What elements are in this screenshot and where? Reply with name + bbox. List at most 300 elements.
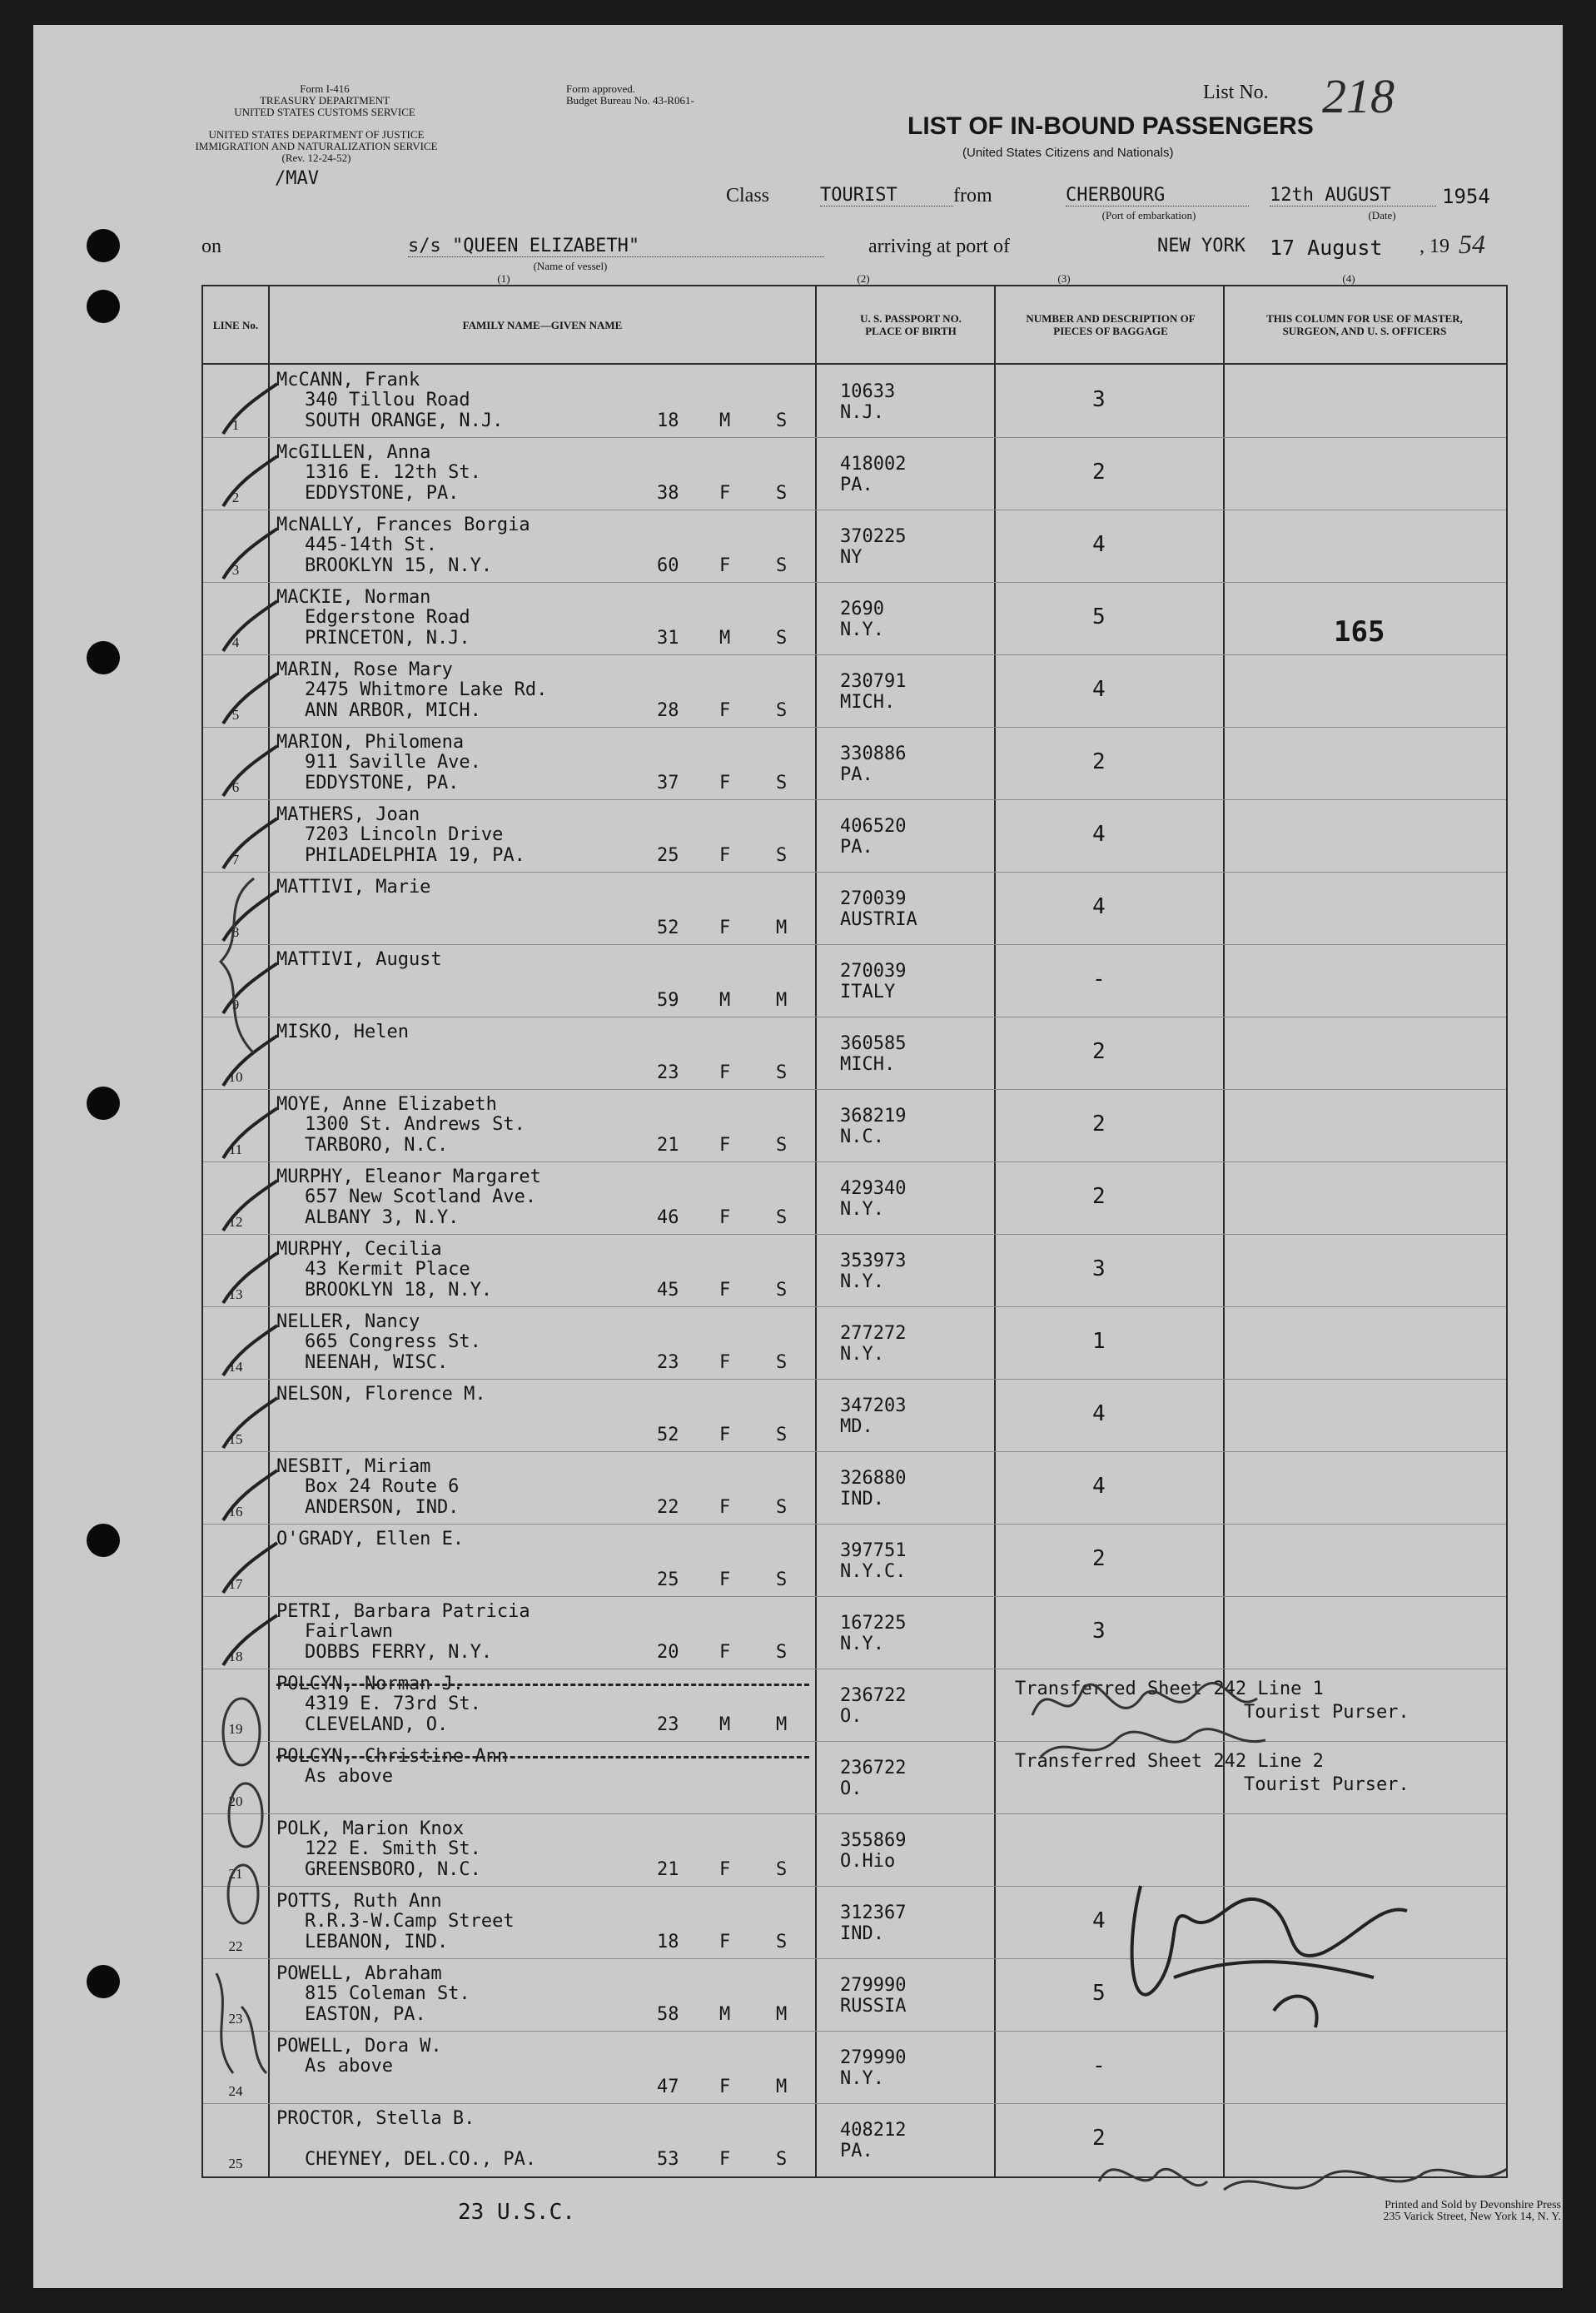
baggage-count: 3 xyxy=(1092,1256,1106,1281)
sex: F xyxy=(719,845,731,866)
row-divider xyxy=(203,1451,1506,1452)
punch-hole xyxy=(87,1087,120,1120)
punch-hole xyxy=(87,1524,120,1557)
marital-status: M xyxy=(776,1714,788,1735)
marital-status: S xyxy=(776,1207,788,1228)
address-line-1: As above xyxy=(305,1766,393,1787)
strike-line xyxy=(276,1684,809,1686)
sex: F xyxy=(719,1207,731,1228)
row-divider xyxy=(203,727,1506,728)
age: 59 xyxy=(657,990,679,1011)
arrival-year-suffix: 54 xyxy=(1459,229,1485,259)
passport-number: 353973 xyxy=(840,1251,907,1271)
passenger-name: MATTIVI, Marie xyxy=(276,877,431,898)
line-number: 11 xyxy=(228,1142,243,1157)
embark-date: 12th AUGUST xyxy=(1270,185,1436,206)
passenger-name: PROCTOR, Stella B. xyxy=(276,2108,475,2129)
sex: F xyxy=(719,700,731,721)
table-row xyxy=(203,1524,1506,1596)
place-of-birth: MICH. xyxy=(840,692,896,713)
table-row xyxy=(203,799,1506,872)
sex: F xyxy=(719,1859,731,1880)
line-number: 18 xyxy=(228,1649,243,1664)
passport-number: 347203 xyxy=(840,1395,907,1416)
baggage-count: 4 xyxy=(1092,1401,1106,1426)
sex: F xyxy=(719,1280,731,1301)
col-header-baggage: NUMBER AND DESCRIPTION OF PIECES OF BAGGAGE xyxy=(1026,312,1196,337)
marital-status: S xyxy=(776,1932,788,1952)
line-number: 4 xyxy=(231,634,240,650)
place-of-birth: AUSTRIA xyxy=(840,909,917,930)
marital-status: S xyxy=(776,773,788,793)
age: 23 xyxy=(657,1352,679,1373)
baggage-count: 4 xyxy=(1092,1474,1106,1499)
baggage-count: 2 xyxy=(1092,749,1106,774)
passenger-name: MISKO, Helen xyxy=(276,1022,409,1042)
place-of-birth: PA. xyxy=(840,837,873,858)
col-header-name: FAMILY NAME—GIVEN NAME xyxy=(462,318,623,331)
passenger-name: McNALLY, Frances Borgia xyxy=(276,515,530,535)
line-number: 14 xyxy=(228,1359,243,1375)
arrival-date: 17 August xyxy=(1270,236,1383,260)
address-line-1: As above xyxy=(305,2056,393,2077)
address-line-2: EDDYSTONE, PA. xyxy=(305,483,460,504)
marital-status: S xyxy=(776,1135,788,1156)
passport-number: 429340 xyxy=(840,1178,907,1199)
table-row xyxy=(203,654,1506,727)
punch-hole xyxy=(87,1965,120,1998)
col-num-4: (4) xyxy=(1342,272,1355,285)
age: 53 xyxy=(657,2149,679,2170)
address-line-1: 1316 E. 12th St. xyxy=(305,462,481,483)
line-number: 1 xyxy=(231,417,240,433)
row-divider xyxy=(203,654,1506,655)
page-title: LIST OF IN-BOUND PASSENGERS xyxy=(907,112,1314,140)
address-line-1: 4319 E. 73rd St. xyxy=(305,1694,481,1714)
passenger-name: NELLER, Nancy xyxy=(276,1311,420,1332)
marital-status: S xyxy=(776,410,788,431)
baggage-count: 2 xyxy=(1092,1546,1106,1571)
marital-status: S xyxy=(776,1352,788,1373)
customs-service: UNITED STATES CUSTOMS SERVICE xyxy=(234,106,415,118)
passenger-name: POLK, Marion Knox xyxy=(276,1818,465,1839)
address-line-2: EASTON, PA. xyxy=(305,2004,426,2025)
transfer-signature-icon xyxy=(1016,1657,1365,1773)
address-line-1: 911 Saville Ave. xyxy=(305,752,481,773)
punch-hole xyxy=(87,290,120,323)
baggage-count: 2 xyxy=(1092,1039,1106,1064)
approval-block xyxy=(566,83,758,107)
col-num-2: (2) xyxy=(857,272,870,285)
table-row xyxy=(203,1161,1506,1234)
col-header-passport: U. S. PASSPORT NO. PLACE OF BIRTH xyxy=(860,312,962,337)
address-line-1: 340 Tillou Road xyxy=(305,390,470,410)
passport-number: 326880 xyxy=(840,1468,907,1489)
place-of-birth: PA. xyxy=(840,2141,873,2161)
table-row xyxy=(203,365,1506,437)
checkmark-icon xyxy=(215,452,281,510)
sex: F xyxy=(719,773,731,793)
address-line-2: NEENAH, WISC. xyxy=(305,1352,449,1373)
address-line-1: 665 Congress St. xyxy=(305,1331,481,1352)
table-row xyxy=(203,1306,1506,1379)
place-of-birth: NY xyxy=(840,547,863,568)
address-line-2: PHILADELPHIA 19, PA. xyxy=(305,845,525,866)
col-num-1: (1) xyxy=(497,272,510,285)
passenger-name: McGILLEN, Anna xyxy=(276,442,431,463)
address-line-2: PRINCETON, N.J. xyxy=(305,628,470,649)
age: 21 xyxy=(657,1135,679,1156)
row-divider xyxy=(203,1524,1506,1525)
baggage-count: 1 xyxy=(1092,1329,1106,1354)
age: 23 xyxy=(657,1714,679,1735)
address-line-1: 43 Kermit Place xyxy=(305,1259,470,1280)
passport-number: 418002 xyxy=(840,454,907,475)
age: 60 xyxy=(657,555,679,576)
sex: M xyxy=(719,410,731,431)
line-number: 13 xyxy=(228,1286,243,1302)
marital-status: S xyxy=(776,483,788,504)
transfer-note: Transferred Sheet 242 Line 2 xyxy=(1015,1751,1324,1772)
age: 47 xyxy=(657,2077,679,2097)
age: 28 xyxy=(657,700,679,721)
printer-line-1: Printed and Sold by Devonshire Press xyxy=(1385,2199,1561,2211)
row-divider xyxy=(203,1161,1506,1162)
place-of-birth: PA. xyxy=(840,764,873,785)
checkmark-icon xyxy=(215,1249,281,1307)
passenger-name: MURPHY, Cecilia xyxy=(276,1239,442,1260)
baggage-count: 2 xyxy=(1092,460,1106,485)
row-divider xyxy=(203,437,1506,438)
checkmark-icon xyxy=(215,669,281,728)
age: 38 xyxy=(657,483,679,504)
row-divider xyxy=(203,1596,1506,1597)
sex: F xyxy=(719,1497,731,1518)
table-row xyxy=(203,944,1506,1017)
passport-number: 277272 xyxy=(840,1323,907,1344)
address-line-2: ANDERSON, IND. xyxy=(305,1497,460,1518)
address-line-1: R.R.3-W.Camp Street xyxy=(305,1911,515,1932)
line-number: 12 xyxy=(228,1214,243,1230)
passenger-name: POLCYN, Norman J. xyxy=(276,1674,465,1694)
place-of-birth: N.C. xyxy=(840,1127,884,1147)
col-header-line-no: LINE No. xyxy=(212,318,259,331)
marital-status: S xyxy=(776,1642,788,1663)
line-number: 25 xyxy=(228,2156,243,2171)
sex: F xyxy=(719,483,731,504)
line-number: 8 xyxy=(231,924,240,940)
passport-number: 270039 xyxy=(840,888,907,909)
place-of-birth: N.Y.C. xyxy=(840,1561,907,1582)
table-row xyxy=(203,1234,1506,1306)
form-id-block xyxy=(200,83,450,118)
form-approved: Form approved. xyxy=(566,82,636,95)
address-line-2: CHEYNEY, DEL.CO., PA. xyxy=(305,2149,537,2170)
line-number: 7 xyxy=(231,852,240,868)
place-of-birth: N.Y. xyxy=(840,619,884,640)
passenger-name: O'GRADY, Ellen E. xyxy=(276,1529,465,1549)
passport-number: 312367 xyxy=(840,1903,907,1923)
passenger-name: McCANN, Frank xyxy=(276,370,420,390)
checkmark-icon xyxy=(215,597,281,655)
marital-status: M xyxy=(776,918,788,938)
address-line-2: BROOKLYN 15, N.Y. xyxy=(305,555,493,576)
line-number: 20 xyxy=(228,1793,243,1809)
checkmark-icon xyxy=(215,814,281,873)
sex: F xyxy=(719,1135,731,1156)
class-value: TOURIST xyxy=(820,185,953,206)
place-of-birth: RUSSIA xyxy=(840,1996,907,2017)
age: 25 xyxy=(657,845,679,866)
place-of-birth: N.Y. xyxy=(840,2068,884,2089)
place-of-birth: IND. xyxy=(840,1923,884,1944)
address-line-1: Fairlawn xyxy=(305,1621,393,1642)
passenger-name: NESBIT, Miriam xyxy=(276,1456,431,1477)
passport-number: 2690 xyxy=(840,599,884,619)
passenger-name: MARIN, Rose Mary xyxy=(276,659,453,680)
baggage-count: 5 xyxy=(1092,604,1106,629)
marital-status: S xyxy=(776,1062,788,1083)
strike-line xyxy=(276,1756,809,1758)
line-number: 22 xyxy=(228,1938,243,1954)
row-divider xyxy=(203,1089,1506,1090)
signature-scribble-icon xyxy=(1107,1853,1457,2052)
immigration-service: IMMIGRATION AND NATURALIZATION SERVICE xyxy=(195,140,438,152)
marital-status: M xyxy=(776,2077,788,2097)
address-line-1: 445-14th St. xyxy=(305,535,437,555)
checkmark-icon xyxy=(215,1611,281,1669)
address-line-1: 2475 Whitmore Lake Rd. xyxy=(305,679,548,700)
table-row xyxy=(203,1017,1506,1089)
footer-code: 23 U.S.C. xyxy=(458,2200,575,2225)
sex: F xyxy=(719,2077,731,2097)
baggage-count: 4 xyxy=(1092,894,1106,919)
checkmark-icon xyxy=(215,380,281,438)
row-divider xyxy=(203,582,1506,583)
line-number: 21 xyxy=(228,1866,243,1882)
marital-status: S xyxy=(776,1425,788,1445)
place-of-birth: N.Y. xyxy=(840,1199,884,1220)
row-divider xyxy=(203,1306,1506,1307)
col-num-3: (3) xyxy=(1057,272,1071,285)
treasury-dept: TREASURY DEPARTMENT xyxy=(259,94,390,107)
line-number: 24 xyxy=(228,2083,243,2099)
passenger-name: NELSON, Florence M. xyxy=(276,1384,486,1405)
officer-number: 165 xyxy=(1334,615,1385,649)
sex: F xyxy=(719,1062,731,1083)
age: 52 xyxy=(657,1425,679,1445)
address-line-2: LEBANON, IND. xyxy=(305,1932,449,1952)
class-label: Class xyxy=(726,185,770,206)
baggage-count: 4 xyxy=(1092,677,1106,702)
justice-dept: UNITED STATES DEPARTMENT OF JUSTICE xyxy=(208,128,425,141)
address-line-1: 1300 St. Andrews St. xyxy=(305,1114,525,1135)
line-number: 23 xyxy=(228,2011,243,2027)
manifest-page xyxy=(33,25,1563,2288)
address-line-2: ANN ARBOR, MICH. xyxy=(305,700,481,721)
clerk-initials: /MAV xyxy=(275,168,319,189)
age: 58 xyxy=(657,2004,679,2025)
embark-port: CHERBOURG xyxy=(1066,185,1249,206)
passport-number: 10633 xyxy=(840,381,896,402)
sex: F xyxy=(719,1569,731,1590)
age: 37 xyxy=(657,773,679,793)
line-number: 17 xyxy=(228,1576,243,1592)
punch-hole xyxy=(87,641,120,674)
passenger-name: PETRI, Barbara Patricia xyxy=(276,1601,530,1622)
passenger-name: MURPHY, Eleanor Margaret xyxy=(276,1166,541,1187)
address-line-1: 7203 Lincoln Drive xyxy=(305,824,504,845)
marital-status: S xyxy=(776,1280,788,1301)
passport-number: 397751 xyxy=(840,1540,907,1561)
passport-number: 279990 xyxy=(840,1975,907,1996)
age: 18 xyxy=(657,1932,679,1952)
vessel-caption: (Name of vessel) xyxy=(533,260,608,272)
address-line-1: 815 Coleman St. xyxy=(305,1983,470,2004)
row-divider xyxy=(203,872,1506,873)
baggage-count: 4 xyxy=(1092,1908,1106,1933)
baggage-count: 2 xyxy=(1092,2126,1106,2151)
baggage-count: - xyxy=(1092,967,1106,992)
row-divider xyxy=(203,799,1506,800)
sex: F xyxy=(719,555,731,576)
transfer-note: Transferred Sheet 242 Line 1 xyxy=(1015,1679,1324,1699)
checkmark-icon xyxy=(215,1176,281,1235)
page-subtitle: (United States Citizens and Nationals) xyxy=(962,146,1174,160)
address-line-2: EDDYSTONE, PA. xyxy=(305,773,460,793)
table-row xyxy=(203,727,1506,799)
passenger-name: MOYE, Anne Elizabeth xyxy=(276,1094,497,1115)
row-divider xyxy=(203,1234,1506,1235)
row-divider xyxy=(203,1813,1506,1814)
marital-status: S xyxy=(776,555,788,576)
line-number: 3 xyxy=(231,562,240,578)
vessel-name: s/s "QUEEN ELIZABETH" xyxy=(408,236,824,257)
baggage-count: 2 xyxy=(1092,1184,1106,1209)
table-row xyxy=(203,1379,1506,1451)
on-label: on xyxy=(201,236,221,257)
margin-bracket-icon xyxy=(204,870,271,1062)
address-line-2: GREENSBORO, N.C. xyxy=(305,1859,481,1880)
sex: F xyxy=(719,2149,731,2170)
line-number: 9 xyxy=(231,997,240,1012)
age: 25 xyxy=(657,1569,679,1590)
passenger-name: MATTIVI, August xyxy=(276,949,442,970)
address-line-2: TARBORO, N.C. xyxy=(305,1135,449,1156)
transfer-note-signer: Tourist Purser. xyxy=(1244,1774,1410,1795)
passport-number: 406520 xyxy=(840,816,907,837)
table-row xyxy=(203,1089,1506,1161)
address-line-1: Box 24 Route 6 xyxy=(305,1476,460,1497)
address-line-2: SOUTH ORANGE, N.J. xyxy=(305,410,504,431)
table-row xyxy=(203,1451,1506,1524)
place-of-birth: N.Y. xyxy=(840,1271,884,1292)
from-label: from xyxy=(953,185,992,206)
marital-status: M xyxy=(776,990,788,1011)
sex: M xyxy=(719,990,731,1011)
baggage-count: 4 xyxy=(1092,532,1106,557)
baggage-count: - xyxy=(1092,2053,1106,2078)
address-line-2: ALBANY 3, N.Y. xyxy=(305,1207,460,1228)
marital-status: M xyxy=(776,2004,788,2025)
checkmark-icon xyxy=(215,1539,281,1597)
punch-hole xyxy=(87,229,120,262)
printer-credit xyxy=(1245,2200,1561,2223)
table-row xyxy=(203,510,1506,582)
passport-number: 230791 xyxy=(840,671,907,692)
form-number: Form I-416 xyxy=(300,82,350,95)
baggage-count: 4 xyxy=(1092,822,1106,847)
sex: M xyxy=(719,2004,731,2025)
passport-number: 236722 xyxy=(840,1685,907,1706)
age: 46 xyxy=(657,1207,679,1228)
row-divider xyxy=(203,1379,1506,1380)
marital-status: S xyxy=(776,1569,788,1590)
sex: F xyxy=(719,1932,731,1952)
line-number: 2 xyxy=(231,490,240,505)
passenger-name: MACKIE, Norman xyxy=(276,587,431,608)
marital-status: S xyxy=(776,628,788,649)
passenger-name: POWELL, Abraham xyxy=(276,1963,442,1984)
age: 23 xyxy=(657,1062,679,1083)
line-number: 6 xyxy=(231,779,240,795)
address-line-2: DOBBS FERRY, N.Y. xyxy=(305,1642,493,1663)
date-caption: (Date) xyxy=(1368,209,1396,221)
passport-number: 279990 xyxy=(840,2047,907,2068)
baggage-count: 3 xyxy=(1092,1619,1106,1644)
checkmark-icon xyxy=(215,525,281,583)
sex: F xyxy=(719,918,731,938)
place-of-birth: N.Y. xyxy=(840,1344,884,1365)
age: 18 xyxy=(657,410,679,431)
row-divider xyxy=(203,944,1506,945)
arrival-year-prefix: , 19 xyxy=(1419,236,1449,257)
table-row xyxy=(203,437,1506,510)
place-of-birth: N.J. xyxy=(840,402,884,423)
place-of-birth: O. xyxy=(840,1778,863,1799)
arriving-label: arriving at port of xyxy=(868,236,1010,257)
sex: F xyxy=(719,1352,731,1373)
place-of-birth: PA. xyxy=(840,475,873,495)
list-no-label: List No. xyxy=(1203,82,1269,103)
age: 22 xyxy=(657,1497,679,1518)
sex: F xyxy=(719,1425,731,1445)
age: 20 xyxy=(657,1642,679,1663)
row-divider xyxy=(203,2103,1506,2104)
checkmark-icon xyxy=(215,1394,281,1452)
passport-number: 236722 xyxy=(840,1758,907,1778)
passport-number: 270039 xyxy=(840,961,907,982)
embark-year: 1954 xyxy=(1442,185,1490,208)
sex: M xyxy=(719,628,731,649)
margin-loops-icon xyxy=(200,1674,283,2140)
col-header-officers: THIS COLUMN FOR USE OF MASTER, SURGEON, AND U. S. OFFICERS xyxy=(1266,312,1463,337)
baggage-count: 5 xyxy=(1092,1981,1106,2006)
line-number: 19 xyxy=(228,1721,243,1737)
age: 21 xyxy=(657,1859,679,1880)
table-row xyxy=(203,582,1506,654)
address-line-1: Edgerstone Road xyxy=(305,607,470,628)
checkmark-icon xyxy=(215,1104,281,1162)
marital-status: S xyxy=(776,700,788,721)
line-number: 10 xyxy=(228,1069,243,1085)
address-line-2: CLEVELAND, O. xyxy=(305,1714,449,1735)
passenger-name: MARION, Philomena xyxy=(276,732,465,753)
marital-status: S xyxy=(776,1859,788,1880)
list-no-value: 218 xyxy=(1322,69,1395,123)
marital-status: S xyxy=(776,2149,788,2170)
sex: F xyxy=(719,1642,731,1663)
